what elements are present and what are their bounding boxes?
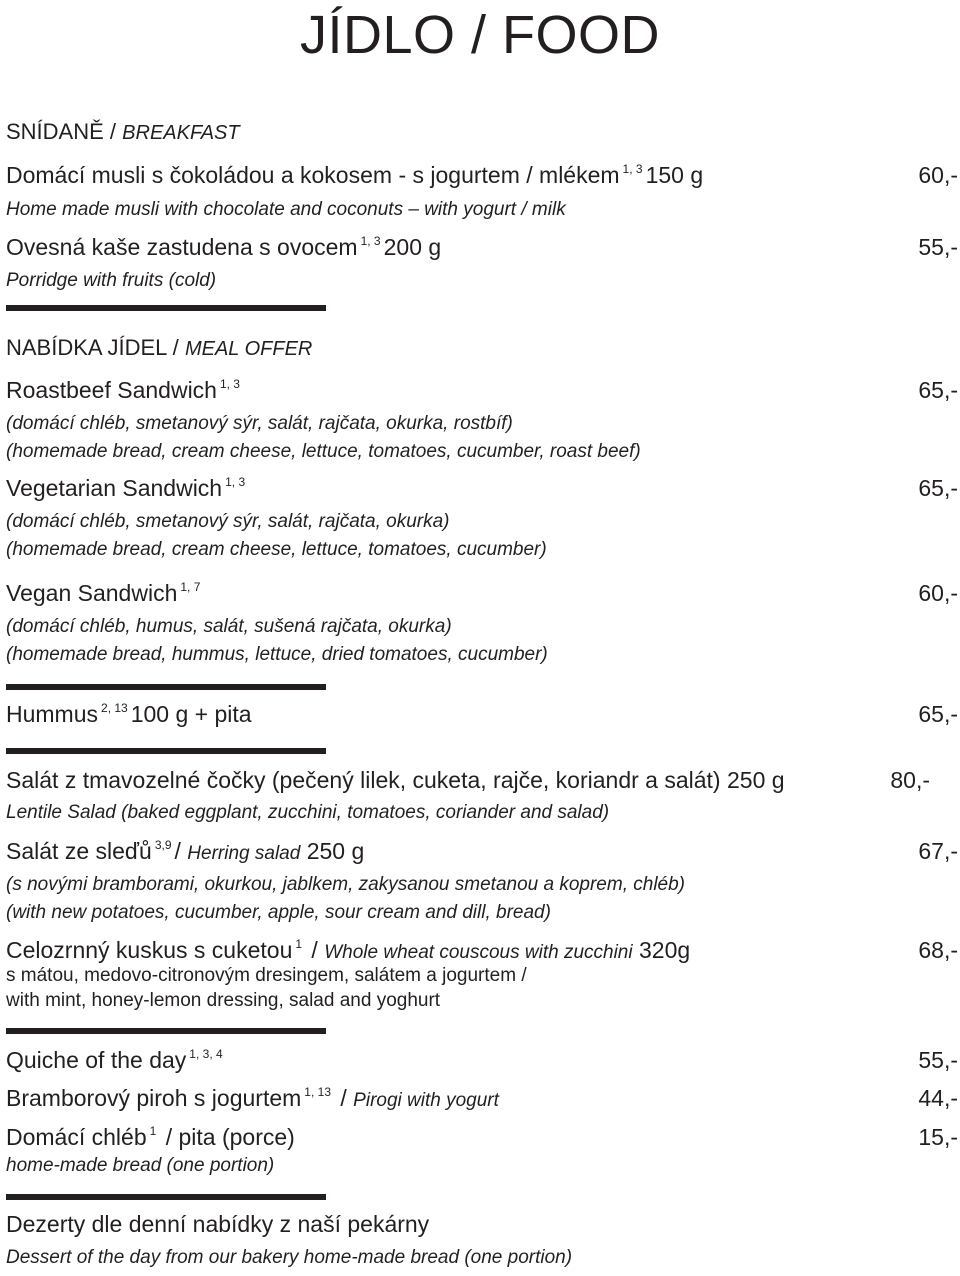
- item-name: Vegetarian Sandwich: [6, 475, 223, 501]
- item-name: Domácí musli s čokoládou a kokosem - s jogurtem / mlékem: [6, 162, 620, 188]
- section-divider: [6, 1028, 326, 1034]
- item-price: 15,-: [918, 1124, 958, 1150]
- item-name: Vegan Sandwich: [6, 580, 178, 606]
- allergen-codes: 1, 3: [225, 475, 246, 489]
- item-description-cz: s mátou, medovo-citronovým dresingem, salátem a jogurtem /: [6, 965, 527, 986]
- menu-item-lentil-salad: [6, 765, 785, 795]
- item-translation: home-made bread (one portion): [6, 1155, 275, 1176]
- menu-item-musli: [6, 160, 703, 194]
- menu-item-vegan-sandwich: [6, 578, 203, 612]
- item-price: 68,-: [918, 937, 958, 963]
- item-name: Ovesná kaše zastudena s ovocem: [6, 234, 358, 260]
- allergen-codes: 2, 13: [101, 701, 128, 715]
- item-weight: 150 g: [645, 162, 704, 188]
- allergen-codes: 1, 7: [180, 580, 201, 594]
- item-price: 65,-: [918, 475, 958, 501]
- allergen-codes: 1, 13: [304, 1085, 331, 1099]
- menu-item-herring-salad: Salát ze sleďů $^{3,9}$ / Herring salad 250 g: [6, 838, 365, 864]
- item-description-cz: (s novými bramborami, okurkou, jablkem, zakysanou smetanou a koprem, chléb): [6, 874, 686, 895]
- allergen-codes: 1: [149, 1124, 157, 1138]
- menu-item-pirogi: Bramborový piroh s jogurtem $^{1, 13}$ / Pirogi with yogurt: [6, 1085, 499, 1111]
- section-divider: [6, 748, 326, 754]
- item-weight: 250 g: [727, 767, 785, 793]
- item-description-cz: (domácí chléb, smetanový sýr, salát, rajčata, okurka, rostbíf): [6, 413, 513, 434]
- menu-item-porridge: [6, 232, 441, 266]
- item-price: 55,-: [918, 1047, 958, 1073]
- item-description-en: (homemade bread, hummus, lettuce, dried tomatoes, cucumber): [6, 644, 548, 665]
- item-price: 55,-: [918, 234, 958, 260]
- item-weight: 320g: [638, 937, 691, 963]
- section-divider: [6, 305, 326, 311]
- item-name-en: Pirogi with yogurt: [353, 1090, 499, 1111]
- menu-item-roastbeef-sandwich: [6, 375, 243, 409]
- menu-item-hummus: [6, 699, 252, 733]
- item-price: 44,-: [918, 1085, 958, 1111]
- item-translation: [6, 801, 609, 825]
- item-price: 60,-: [918, 580, 958, 606]
- item-price: 67,-: [918, 838, 958, 864]
- section-divider: [6, 1194, 326, 1200]
- item-name: Hummus: [6, 701, 99, 727]
- page-title: JÍDLO / FOOD: [299, 5, 661, 65]
- item-description-cz: (domácí chléb, smetanový sýr, salát, rajčata, okurka): [6, 511, 450, 532]
- item-translation: Home made musli with chocolate and coconuts – with yogurt / milk: [6, 199, 566, 220]
- menu-item-desserts: Dezerty dle denní nabídky z naší pekárny: [6, 1211, 430, 1237]
- item-translation: Dessert of the day from our bakery home-made bread (one portion): [6, 1247, 573, 1268]
- item-name-suffix: / pita (porce): [165, 1124, 295, 1150]
- item-name: Salát ze sleďů: [6, 838, 152, 864]
- item-description-en: (homemade bread, cream cheese, lettuce, tomatoes, cucumber, roast beef): [6, 441, 641, 462]
- section-heading-en: MEAL OFFER: [184, 338, 313, 360]
- item-description-en: (baked eggplant, zucchini, tomatoes, coriander and salad): [121, 802, 610, 823]
- item-name-en: Whole wheat couscous with zucchini: [324, 942, 633, 963]
- menu-item-couscous: Celozrnný kuskus s cuketou $^1$ / Whole wheat couscous with zucchini 320g: [6, 937, 691, 963]
- item-name: Domácí chléb: [6, 1124, 147, 1150]
- section-heading-cz: NABÍDKA JÍDEL /: [6, 335, 179, 360]
- item-name-en: Lentile Salad: [6, 802, 116, 823]
- item-name: Roastbeef Sandwich: [6, 377, 217, 403]
- item-weight: 250 g: [306, 838, 365, 864]
- allergen-codes: 1: [295, 937, 303, 951]
- item-price: 65,-: [918, 377, 958, 403]
- menu-item-bread: [6, 1122, 295, 1156]
- allergen-codes: 1, 3, 4: [189, 1047, 223, 1061]
- item-name: Bramborový piroh s jogurtem: [6, 1085, 302, 1111]
- item-price: 80,-: [890, 767, 930, 793]
- item-name: Salát z tmavozelné čočky (pečený lilek, cuketa, rajče, koriandr a salát): [6, 767, 721, 793]
- allergen-codes: 1, 3: [360, 234, 381, 248]
- section-heading-en: BREAKFAST: [122, 122, 240, 144]
- allergen-codes: 1, 3: [219, 377, 240, 391]
- allergen-codes: 1, 3: [622, 162, 643, 176]
- item-name: Quiche of the day: [6, 1047, 187, 1073]
- item-description-en: with mint, honey-lemon dressing, salad and yoghurt: [6, 990, 441, 1011]
- section-heading-cz: SNÍDANĚ /: [6, 119, 117, 144]
- item-price: 65,-: [918, 701, 958, 727]
- allergen-codes: 3,9: [154, 838, 172, 852]
- item-price: 60,-: [918, 162, 958, 188]
- menu-item-vegetarian-sandwich: [6, 473, 248, 507]
- section-divider: [6, 684, 326, 690]
- item-name: Celozrnný kuskus s cuketou: [6, 937, 293, 963]
- item-weight: 100 g + pita: [130, 701, 252, 727]
- item-weight: 200 g: [383, 234, 442, 260]
- item-translation: Porridge with fruits (cold): [6, 270, 217, 291]
- item-description-cz: (domácí chléb, humus, salát, sušená rajčata, okurka): [6, 616, 452, 637]
- item-description-en: (homemade bread, cream cheese, lettuce, tomatoes, cucumber): [6, 539, 547, 560]
- item-name-en: Herring salad: [187, 843, 301, 864]
- menu-item-quiche: [6, 1045, 226, 1079]
- section-heading-breakfast: [6, 118, 240, 147]
- section-heading-meal-offer: [6, 334, 312, 363]
- item-description-en: (with new potatoes, cucumber, apple, sour cream and dill, bread): [6, 902, 551, 923]
